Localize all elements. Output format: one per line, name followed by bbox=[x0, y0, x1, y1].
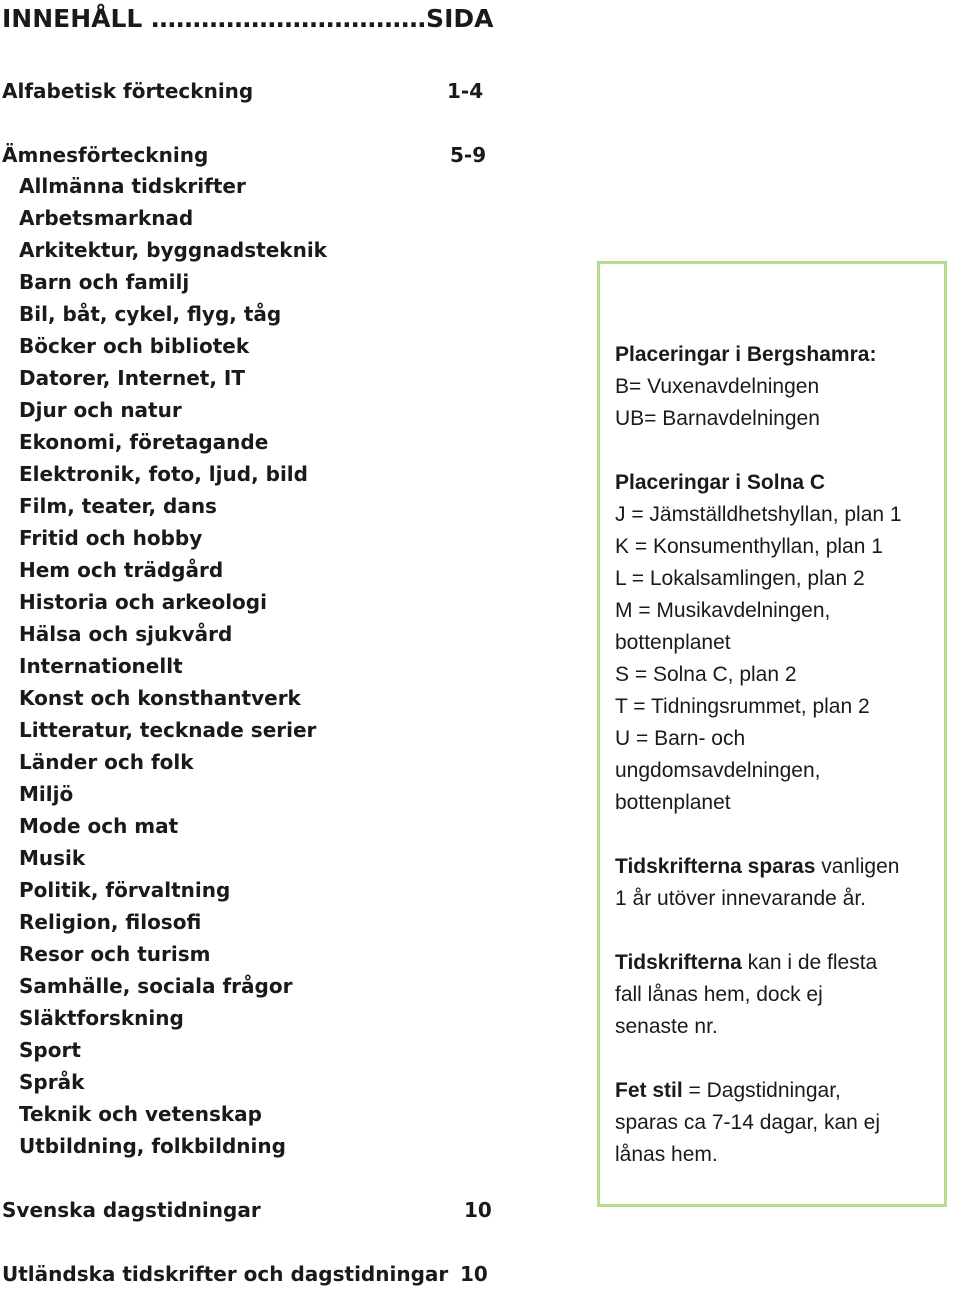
solna-line: S = Solna C, plan 2 bbox=[615, 663, 797, 686]
bold-style-note-line: sparas ca 7-14 dagar, kan ej bbox=[615, 1111, 881, 1134]
subject-item: Böcker och bibliotek bbox=[19, 334, 250, 358]
subject-item: Musik bbox=[19, 846, 86, 870]
toc-entry-pages: 10 bbox=[460, 1262, 488, 1286]
toc-entry-pages: 5-9 bbox=[450, 143, 487, 167]
subject-item: Utbildning, folkbildning bbox=[19, 1134, 286, 1158]
subject-item: Fritid och hobby bbox=[19, 526, 203, 550]
bold-style-note-text: = Dagstidningar, bbox=[682, 1079, 841, 1102]
subject-item: Mode och mat bbox=[19, 814, 179, 838]
subject-item: Religion, filosofi bbox=[19, 910, 202, 934]
bergshamra-line: UB= Barnavdelningen bbox=[615, 407, 820, 430]
toc-entry-pages: 1-4 bbox=[447, 79, 484, 103]
subject-item: Internationellt bbox=[19, 654, 183, 678]
subject-item: Språk bbox=[19, 1070, 85, 1094]
subject-item: Samhälle, sociala frågor bbox=[19, 974, 293, 998]
subject-item: Släktforskning bbox=[19, 1006, 184, 1030]
bergshamra-title: Placeringar i Bergshamra: bbox=[615, 343, 877, 366]
loan-note-text: kan i de flesta bbox=[741, 951, 878, 974]
subject-item: Resor och turism bbox=[19, 942, 211, 966]
toc-entry-pages: 10 bbox=[464, 1198, 492, 1222]
toc-entry-label: Utländska tidskrifter och dagstidningar bbox=[2, 1262, 449, 1286]
subject-item: Allmänna tidskrifter bbox=[19, 174, 246, 198]
subject-item: Hälsa och sjukvård bbox=[19, 622, 233, 646]
subject-item: Arbetsmarknad bbox=[19, 206, 194, 230]
toc-entry-foreign bbox=[2, 1260, 488, 1288]
loan-note-line: fall lånas hem, dock ej bbox=[615, 983, 823, 1006]
storage-note-text: vanligen bbox=[815, 855, 900, 878]
toc-entry-alphabetical bbox=[2, 77, 484, 105]
subject-item: Arkitektur, byggnadsteknik bbox=[19, 238, 327, 262]
subject-item: Konst och konsthantverk bbox=[19, 686, 301, 710]
subject-item: Datorer, Internet, IT bbox=[19, 366, 245, 390]
subject-item: Elektronik, foto, ljud, bild bbox=[19, 462, 308, 486]
solna-line: U = Barn- och bbox=[615, 727, 746, 750]
subject-item: Djur och natur bbox=[19, 398, 182, 422]
solna-title: Placeringar i Solna C bbox=[615, 471, 826, 494]
bold-style-note-line: lånas hem. bbox=[615, 1143, 718, 1166]
solna-line: bottenplanet bbox=[615, 631, 731, 654]
storage-note bbox=[615, 851, 940, 883]
subject-item: Film, teater, dans bbox=[19, 494, 217, 518]
placement-info-content bbox=[615, 339, 940, 1171]
placement-info-box bbox=[597, 261, 947, 1207]
toc-entry-swedish-dailies bbox=[2, 1196, 492, 1224]
subject-item: Politik, förvaltning bbox=[19, 878, 231, 902]
subject-item: Hem och trädgård bbox=[19, 558, 224, 582]
subject-item: Länder och folk bbox=[19, 750, 194, 774]
storage-note-bold: Tidskrifterna sparas bbox=[615, 855, 816, 878]
toc-entry-label: Svenska dagstidningar bbox=[2, 1198, 261, 1222]
loan-note-line: senaste nr. bbox=[615, 1015, 718, 1038]
bold-style-note-bold: Fet stil bbox=[615, 1079, 683, 1102]
storage-note-line: 1 år utöver innevarande år. bbox=[615, 887, 866, 910]
subject-list bbox=[19, 170, 327, 1162]
solna-line: T = Tidningsrummet, plan 2 bbox=[615, 695, 870, 718]
loan-note-bold: Tidskrifterna bbox=[615, 951, 742, 974]
subject-item: Ekonomi, företagande bbox=[19, 430, 269, 454]
bold-style-note bbox=[615, 1075, 940, 1107]
subject-item: Historia och arkeologi bbox=[19, 590, 267, 614]
loan-note bbox=[615, 947, 940, 979]
solna-line: J = Jämställdhetshyllan, plan 1 bbox=[615, 503, 902, 526]
toc-entry-subject-index bbox=[2, 141, 487, 169]
subject-item: Bil, båt, cykel, flyg, tåg bbox=[19, 302, 282, 326]
toc-entry-label: Alfabetisk förteckning bbox=[2, 79, 254, 103]
page-heading: INNEHÅLL ……………………………SIDA bbox=[2, 4, 494, 33]
subject-item: Barn och familj bbox=[19, 270, 190, 294]
solna-line: ungdomsavdelningen, bbox=[615, 759, 821, 782]
solna-line: K = Konsumenthyllan, plan 1 bbox=[615, 535, 883, 558]
subject-item: Miljö bbox=[19, 782, 74, 806]
solna-line: M = Musikavdelningen, bbox=[615, 599, 831, 622]
subject-item: Sport bbox=[19, 1038, 81, 1062]
toc-entry-label: Ämnesförteckning bbox=[2, 143, 209, 167]
solna-line: L = Lokalsamlingen, plan 2 bbox=[615, 567, 865, 590]
subject-item: Teknik och vetenskap bbox=[19, 1102, 262, 1126]
subject-item: Litteratur, tecknade serier bbox=[19, 718, 317, 742]
solna-line: bottenplanet bbox=[615, 791, 731, 814]
bergshamra-line: B= Vuxenavdelningen bbox=[615, 375, 820, 398]
